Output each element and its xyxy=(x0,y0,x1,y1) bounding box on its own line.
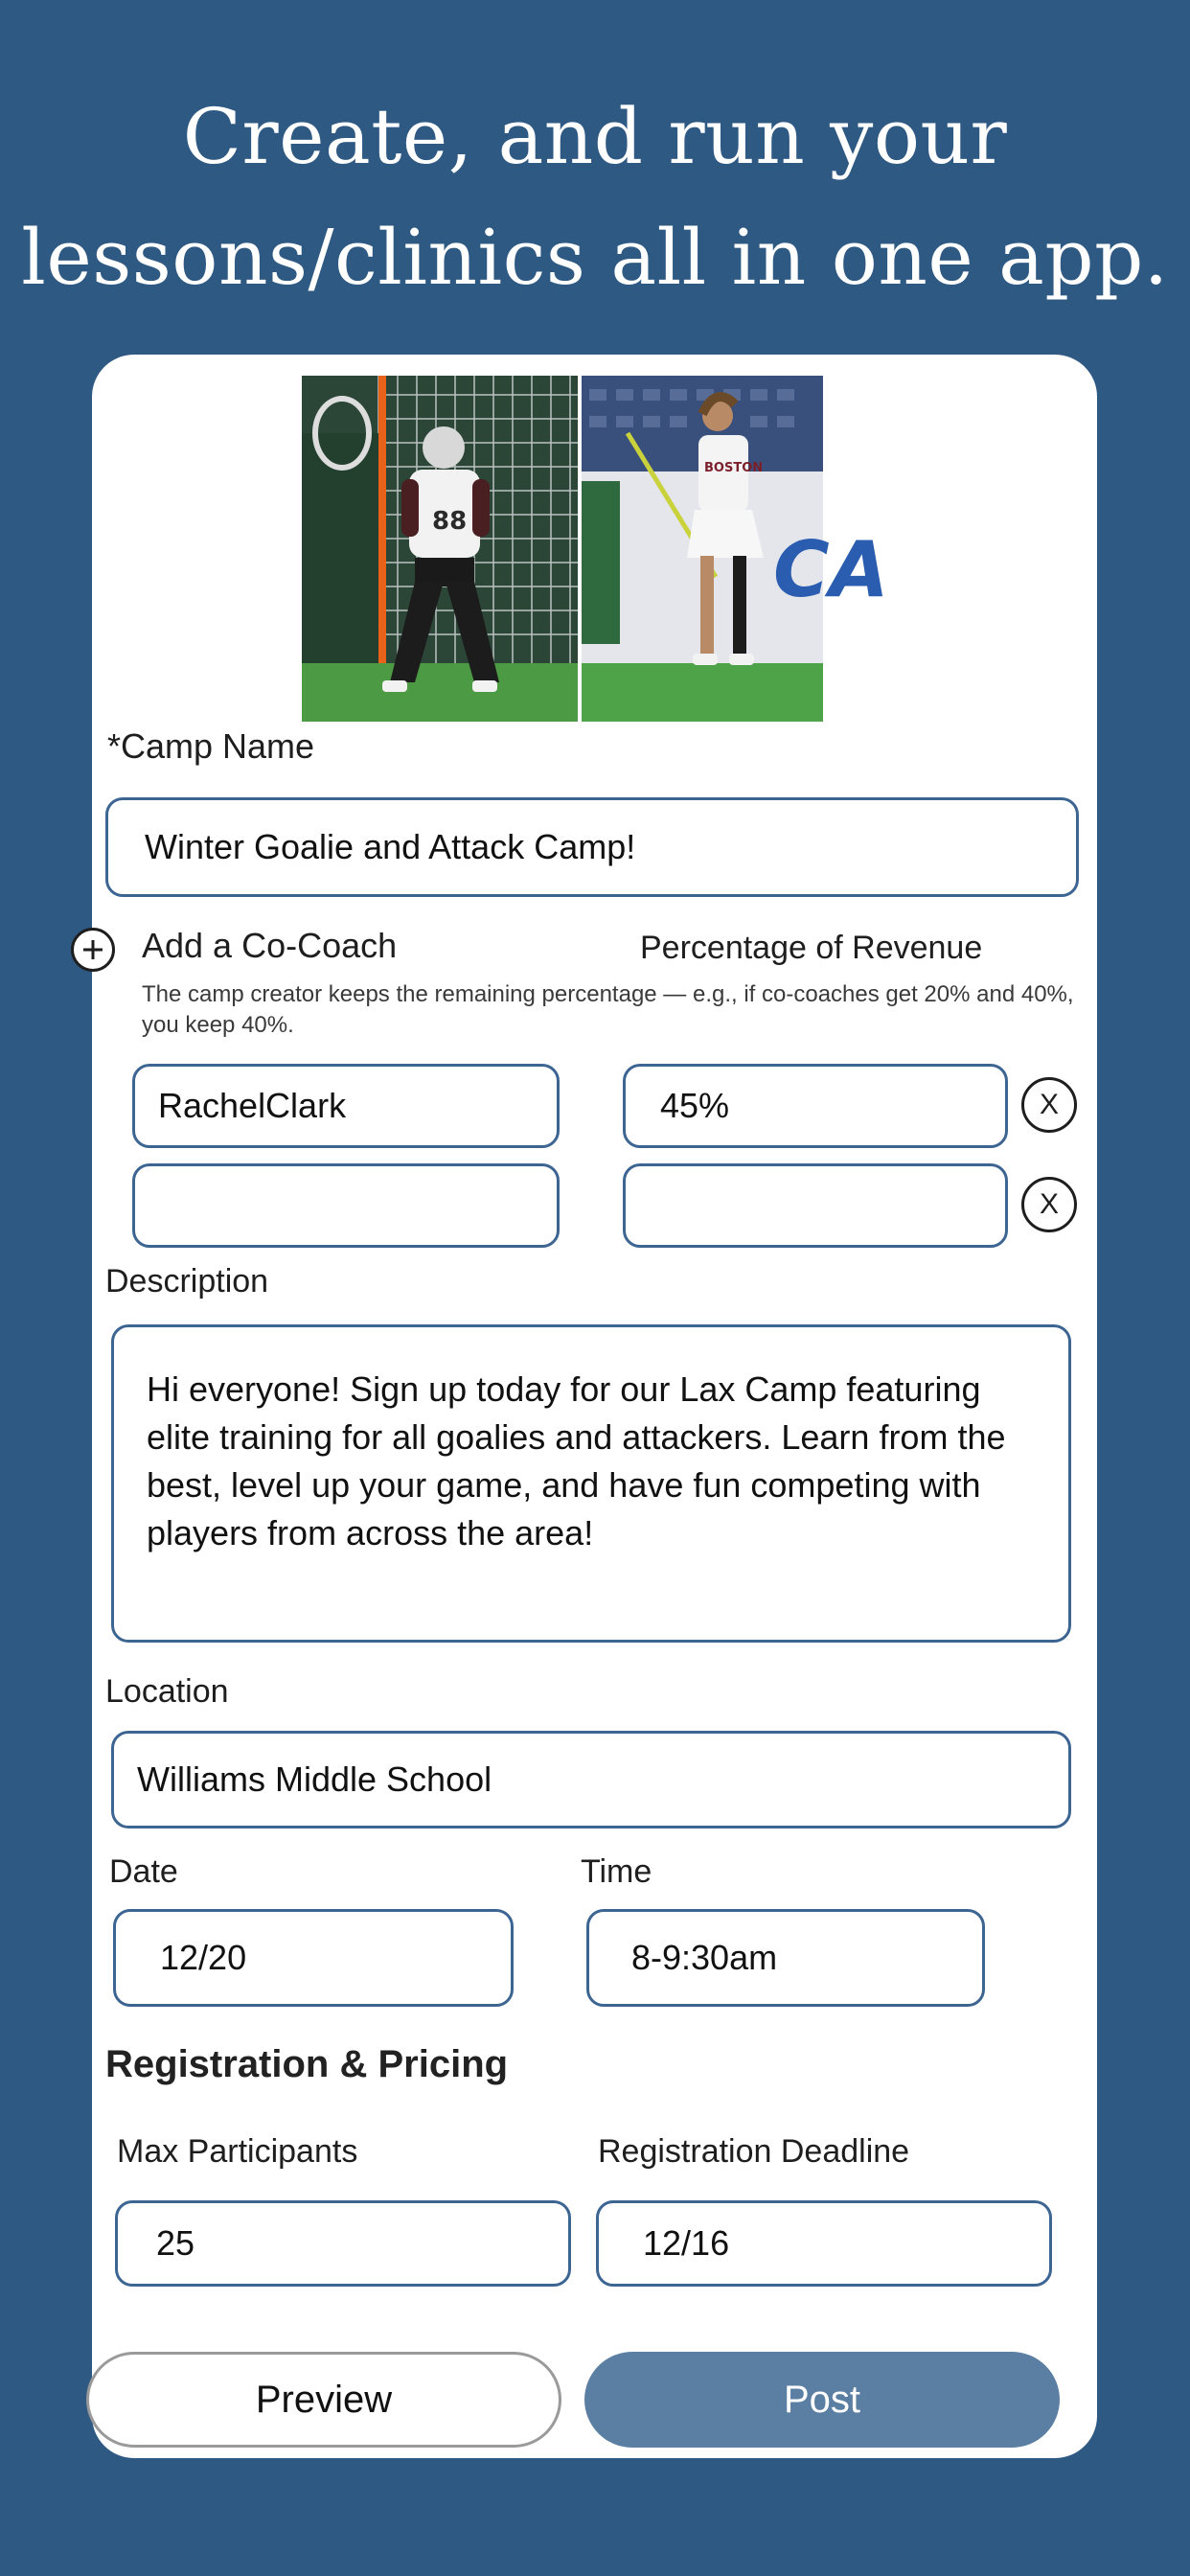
attacker-photo xyxy=(582,376,889,722)
revenue-split-hint: The camp creator keeps the remaining percentage — e.g., if co-coaches get 20% and 40%, you keep 40%. xyxy=(142,981,1074,1038)
registration-deadline-label: Registration Deadline xyxy=(598,2133,910,2170)
camp-name-label: *Camp Name xyxy=(107,726,315,766)
goalie-photo xyxy=(302,376,578,722)
plus-circle-icon[interactable] xyxy=(71,928,115,972)
x-circle-icon[interactable]: X xyxy=(1021,1077,1077,1133)
svg-text:BOSTON: BOSTON xyxy=(704,461,764,475)
registration-pricing-heading: Registration & Pricing xyxy=(105,2043,509,2085)
description-label: Description xyxy=(105,1263,269,1300)
svg-text:88: 88 xyxy=(432,507,468,536)
date-input[interactable]: 12/20 xyxy=(113,1909,514,2007)
time-label: Time xyxy=(581,1853,652,1890)
co-coach-name-input-1[interactable]: RachelClark xyxy=(132,1064,560,1148)
description-textarea[interactable]: Hi everyone! Sign up today for our Lax Camp featuring elite training for all goalies and attackers. Learn from the best, level up your game, and have fun competing with players from across the area! xyxy=(111,1324,1071,1643)
svg-text:CA: CA xyxy=(773,525,889,614)
x-circle-icon[interactable]: X xyxy=(1021,1177,1077,1232)
registration-deadline-input[interactable]: 12/16 xyxy=(596,2200,1052,2287)
time-input[interactable]: 8-9:30am xyxy=(586,1909,985,2007)
max-participants-input[interactable]: 25 xyxy=(115,2200,571,2287)
app-headline xyxy=(0,77,1190,318)
co-coach-percentage-input-1[interactable]: 45% xyxy=(623,1064,1008,1148)
create-camp-form xyxy=(92,355,1097,2458)
location-input[interactable]: Williams Middle School xyxy=(111,1731,1071,1828)
camp-name-input[interactable]: Winter Goalie and Attack Camp! xyxy=(105,797,1079,897)
max-participants-label: Max Participants xyxy=(117,2133,358,2170)
headline-line-2: lessons/clinics all in one app. xyxy=(21,213,1169,302)
post-button[interactable]: Post xyxy=(584,2352,1060,2448)
camp-photos xyxy=(302,376,889,722)
location-label: Location xyxy=(105,1673,229,1710)
date-label: Date xyxy=(109,1853,178,1890)
headline-line-1: Create, and run your xyxy=(182,92,1008,181)
percentage-of-revenue-label: Percentage of Revenue xyxy=(640,930,983,966)
add-co-coach-button[interactable]: Add a Co-Coach xyxy=(142,926,398,965)
co-coach-name-input-2[interactable] xyxy=(132,1163,560,1248)
preview-button[interactable]: Preview xyxy=(86,2352,561,2448)
co-coach-percentage-input-2[interactable] xyxy=(623,1163,1008,1248)
